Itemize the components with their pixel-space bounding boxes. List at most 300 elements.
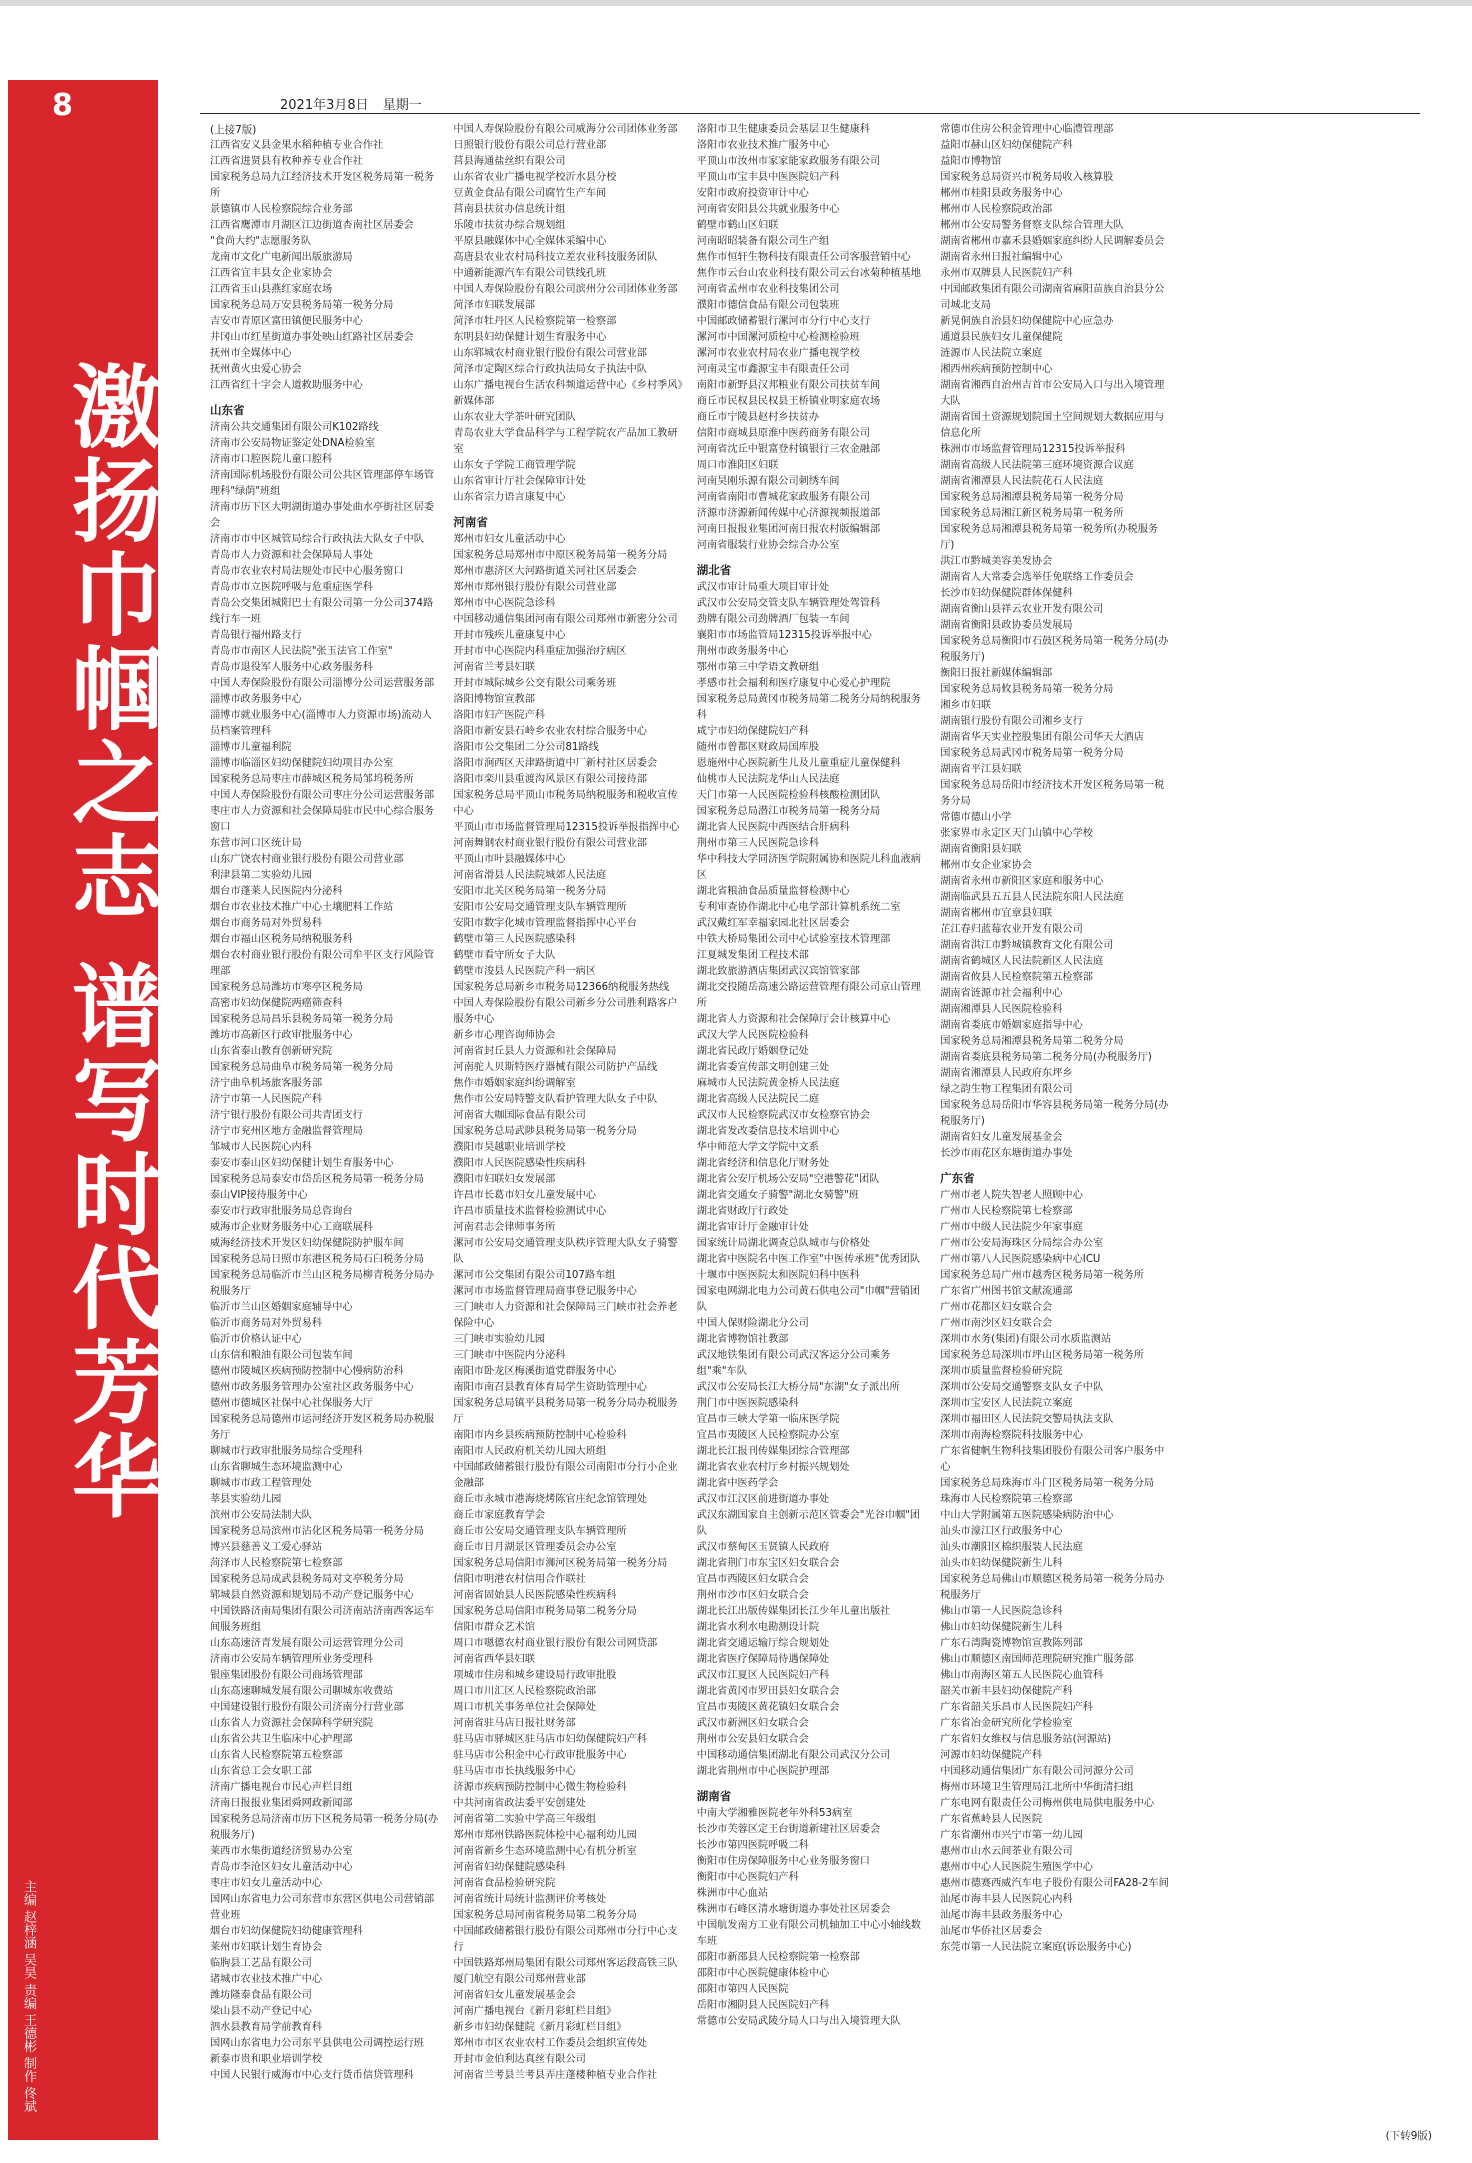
list-item: 中国邮政储蓄银行股份有限公司南阳市分行小企业金融部 — [453, 1462, 678, 1489]
list-item: 青岛市市南区人民法院"张玉法官工作室" — [210, 646, 393, 657]
list-item: 河南省大咖国际食品有限公司 — [453, 1110, 586, 1121]
list-item: 漯河市公安局交通管理支队秩序管理大队女子骑警队 — [453, 1238, 678, 1265]
list-item: 湖南省娄底县税务局第二税务分局(办税服务厅) — [940, 1052, 1152, 1063]
list-item: 山东省聊城生态环境监测中心 — [210, 1462, 343, 1473]
list-item: 威海经济技术开发区妇幼保健院防护服车间 — [210, 1238, 404, 1249]
list-item: 井冈山市红星街道办事处映山红路社区居委会 — [210, 332, 414, 343]
list-item: 国家税务总局武冈市税务局第一税务分局 — [940, 748, 1124, 759]
list-item: 泰安市行政审批服务局总咨询台 — [210, 1206, 353, 1217]
list-item: 湖北省农业农村厅乡村振兴规划处 — [696, 1462, 850, 1473]
list-item: 高密市妇幼保健院两癌筛查科 — [210, 998, 343, 1009]
list-item: 驻马店市驿城区驻马店市妇幼保健院妇产科 — [453, 1734, 647, 1745]
list-item: 莱西市水集街道经济贸易办公室 — [210, 1846, 353, 1857]
list-item: 河南广播电视台《新月彩虹栏目组》 — [453, 2006, 617, 2017]
column-1 — [210, 122, 441, 2132]
list-item: 山东广播电视台生活农科频道运营中心《乡村季风》新媒体部 — [453, 380, 683, 407]
list-item: 济南公共交通集团有限公司K102路线 — [210, 422, 379, 433]
list-item: 郑州市妇女儿童活动中心 — [453, 534, 566, 545]
list-item: 湖南省洪江市黔城镇教育文化有限公司 — [940, 940, 1114, 951]
list-item: 国家税务总局枣庄市薛城区税务局邹坞税务所 — [210, 774, 414, 785]
list-item: 德州市陵城区疾病预防控制中心慢病防治科 — [210, 1366, 404, 1377]
list-item: 佛山市顺德区南国师范理院研究推广服务部 — [940, 1654, 1134, 1665]
list-item: 湖南省攸县人民检察院第五检察部 — [940, 972, 1093, 983]
list-item: 汕尾市海丰县政务服务中心 — [940, 1910, 1063, 1921]
province-heading: 湖南省 — [696, 1789, 732, 1803]
list-item: 抚州黄火虫爱心协会 — [210, 364, 302, 375]
list-item: 平顶山市汝州市家家能家政服务有限公司 — [696, 156, 881, 167]
list-item: 菏泽市人民检察院第七检察部 — [210, 1558, 343, 1569]
list-item: 东营市河口区统计局 — [210, 838, 302, 849]
list-item: 中国邮政储蓄银行股份有限公司郑州市分行中心支行 — [453, 1926, 678, 1953]
list-item: 深圳市宝安区人民法院立案庭 — [940, 1398, 1073, 1409]
list-item: 周口市淮阳区妇联 — [696, 460, 779, 471]
list-item: 永州市双牌县人民医院妇产科 — [940, 268, 1073, 279]
list-item: 莘县实验幼儿园 — [210, 1494, 282, 1505]
list-item: 河南舞钢农村商业银行股份有限公司营业部 — [453, 838, 647, 849]
list-item: 济南市市中区城管局综合行政执法大队女子中队 — [210, 534, 424, 545]
list-item: 高唐县农业农村局科技立差农业科技服务团队 — [453, 252, 658, 263]
list-item: 济宁银行股份有限公司共青团支行 — [210, 1110, 363, 1121]
list-item: 济南市公安局车辆管理所业务受理科 — [210, 1654, 373, 1665]
list-item: 洛阳市卫生健康委员会基层卫生健康科 — [696, 124, 870, 135]
list-item: 泗水县教育局学前教育科 — [210, 2022, 323, 2033]
list-item: 常德市住房公积金管理中心临澧管理部 — [940, 124, 1114, 135]
province-heading: 湖北省 — [696, 563, 732, 577]
list-item: 湖北省中医药学会 — [696, 1478, 779, 1489]
list-item: 华中师范大学文学院中文系 — [696, 1142, 820, 1153]
list-item: 南阳市卧龙区梅溪街道党群服务中心 — [453, 1366, 617, 1377]
list-item: 中国移动通信集团河南有限公司郑州市新密分公司 — [453, 614, 678, 625]
list-item: 国家税务总局佛山市顺德区税务局第一税务分局办税服务厅 — [940, 1574, 1165, 1601]
list-item: 东明县妇幼保健计划生育服务中心 — [453, 332, 607, 343]
list-item: 南阳市内乡县疾病预防控制中心检验科 — [453, 1430, 627, 1441]
list-item: 河南日报报业集团河南日报农村版编辑部 — [696, 524, 881, 535]
column-4 — [940, 122, 1171, 2132]
list-item: 国家税务总局湘潭县税务局第一税务分局 — [940, 492, 1124, 503]
list-item: 银座集团股份有限公司商场管理部 — [210, 1670, 363, 1681]
list-item: 河南君志会律师事务所 — [453, 1222, 556, 1233]
list-item: 中国建设银行股份有限公司济南分行营业部 — [210, 1702, 404, 1713]
list-item: 焦作市云台山农业科技有限公司云台冰菊种植基地 — [696, 268, 921, 279]
list-item: 中国人民银行威海市中心支行货币信贷管理科 — [210, 2070, 414, 2081]
list-item: 衡阳市住房保障服务中心业务服务窗口 — [696, 1856, 870, 1867]
list-item: 濮阳市妇联妇女发展部 — [453, 1174, 556, 1185]
list-item: 专利审查协作湖北中心电学部计算机系统二室 — [696, 902, 901, 913]
list-item: 湖南省高级人民法院第三庭环境资源合议庭 — [940, 460, 1134, 471]
list-item: 郑州市郑州铁路医院体检中心福利幼儿园 — [453, 1830, 637, 1841]
list-item: 平顶山市市场监督管理局12315投诉举报指挥中心 — [453, 822, 680, 833]
list-item: 诸城市农业技术推广中心 — [210, 1974, 323, 1985]
list-item: 项城市住房和城乡建设局行政审批股 — [453, 1670, 617, 1681]
list-item: 惠州市中心人民医院生殖医学中心 — [940, 1862, 1093, 1873]
list-item: 济南市口腔医院儿童口腔科 — [210, 454, 333, 465]
list-item: 菏泽市妇联发展部 — [453, 300, 535, 311]
list-item: 广东省冶金研究所化学检验室 — [940, 1718, 1073, 1729]
province-heading: 山东省 — [210, 403, 245, 417]
list-item: 广州市老人院失智老人照顾中心 — [940, 1190, 1083, 1201]
list-item: 湖南省郴州市宜章县妇联 — [940, 908, 1053, 919]
list-item: 汕尾市海丰县人民医院心内科 — [940, 1894, 1073, 1905]
list-item: 武汉地铁集团有限公司武汉客运分公司乘务组"乘"车队 — [696, 1350, 891, 1377]
list-item: 汕头市濠江区行政服务中心 — [940, 1526, 1063, 1537]
list-item: 鹤壁市浚县人民医院产科一病区 — [453, 966, 597, 977]
list-item: 湖北省黄冈市罗田县妇女联合会 — [696, 1686, 840, 1697]
list-item: 山东省泰山教育创新研究院 — [210, 1046, 333, 1057]
list-item: 国网山东省电力公司东营市东营区供电公司营销部营业班 — [210, 1894, 435, 1921]
list-item: 中铁大桥局集团公司中心试验室技术管理部 — [696, 934, 891, 945]
list-item: 广州市南沙区妇女联合会 — [940, 1318, 1053, 1329]
list-item: 开封市残疾儿童康复中心 — [453, 630, 566, 641]
list-item: 湖南省人大常委会选举任免联络工作委员会 — [940, 572, 1134, 583]
list-item: 通道县民族妇女儿童保健院 — [940, 332, 1063, 343]
list-item: 济南日报报业集团舜网政新闻部 — [210, 1798, 353, 1809]
list-item: 青岛市李沧区妇女儿童活动中心 — [210, 1862, 353, 1873]
list-item: 绿之韵生物工程集团有限公司 — [940, 1084, 1073, 1095]
header-rule — [200, 113, 1420, 114]
list-item: 广东省健帆生物科技集团股份有限公司客户服务中心 — [940, 1446, 1165, 1473]
list-item: 广东省韶关乐昌市人民医院妇产科 — [940, 1702, 1093, 1713]
list-item: 衡阳日报社新媒体编辑部 — [940, 668, 1053, 679]
list-item: 山东农业大学茶叶研究团队 — [453, 412, 576, 423]
list-item: 淄博市临淄区妇幼保健院妇幼项目办公室 — [210, 758, 394, 769]
list-item: 长沙市妇幼保健院群体保健科 — [940, 588, 1073, 599]
list-item: 芷江春归蓝莓农业开发有限公司 — [940, 924, 1083, 935]
list-item: 广州市中级人民法院少年家事庭 — [940, 1222, 1083, 1233]
list-item: 武汉市人民检察院武汉市女检察官协会 — [696, 1110, 870, 1121]
list-item: 广东电网有限责任公司梅州供电局供电服务中心 — [940, 1798, 1155, 1809]
list-item: 韶关市新丰县妇幼保健院产科 — [940, 1686, 1073, 1697]
list-item: 中国人寿保险股份有限公司滨州分公司团体业务部 — [453, 284, 678, 295]
list-columns — [210, 122, 1415, 2132]
list-item: "食尚大约"志愿服务队 — [210, 236, 312, 247]
list-item: 湖北省荆门市东宝区妇女联合会 — [696, 1558, 840, 1569]
list-item: 湖北省粮油食品质量监督检测中心 — [696, 886, 850, 897]
list-item: 湖南省湘西自治州吉首市公安局入口与出入境管理大队 — [940, 380, 1165, 407]
list-item: 湖北省高级人民法院民二庭 — [696, 1094, 820, 1105]
list-item: 华中科技大学同济医学院附属协和医院儿科血液病区 — [696, 854, 921, 881]
list-item: 焦作市婚姻家庭纠纷调解室 — [453, 1078, 576, 1089]
list-item: 开封市中心医院内科重症加强治疗病区 — [453, 646, 627, 657]
list-item: 宜昌市三峡大学第一临床医学院 — [696, 1414, 840, 1425]
list-item: 国家税务总局湘潭县税务局第二税务分局 — [940, 1036, 1124, 1047]
list-item: 山东女子学院工商管理学院 — [453, 460, 576, 471]
list-item: 国家税务总局成武县税务局对文亭税务分局 — [210, 1574, 404, 1585]
list-item: 湖南省衡阳县妇联 — [940, 844, 1022, 855]
list-item: 荆州市政务服务中心 — [696, 646, 789, 657]
list-item: 汕尾市华侨社区居委会 — [940, 1926, 1043, 1937]
list-item: 博兴县慈善义工爱心驿站 — [210, 1542, 323, 1553]
list-item: 洛阳市妇产医院产科 — [453, 710, 546, 721]
list-item: 济源市济源新闻传媒中心济源视频报道部 — [696, 508, 881, 519]
list-item: 郑州市惠济区大河路街道关河社区居委会 — [453, 566, 637, 577]
list-item: 国家税务总局信阳市税务局第二税务分局 — [453, 1606, 637, 1617]
list-item: 聊城市行政审批服务局综合受理科 — [210, 1446, 363, 1457]
province-heading: 河南省 — [453, 515, 488, 529]
list-item: 武汉市新洲区妇女联合会 — [696, 1718, 809, 1729]
list-item: 中国人寿保险股份有限公司威海分公司团体业务部 — [453, 124, 678, 135]
list-item: 国家税务总局攸县税务局第一税务分局 — [940, 684, 1114, 695]
list-item: 洛阳博物馆宣教部 — [453, 694, 535, 705]
list-item: 济南广播电视台市民心声栏目组 — [210, 1782, 353, 1793]
list-item: 国家税务总局镇平县税务局第一税务分局办税服务厅 — [453, 1398, 678, 1425]
list-item: 邵阳市第四人民医院 — [696, 1984, 789, 1995]
list-item: 平顶山市宝丰县中医医院妇产科 — [696, 172, 840, 183]
list-item: 河南省安阳县公共就业服务中心 — [696, 204, 840, 215]
list-item: 菏泽市牡丹区人民检察院第一检察部 — [453, 316, 617, 327]
list-item: 漯河市中国漯河质检中心检测检验班 — [696, 332, 860, 343]
list-item: 湖北省发改委信息技术培训中心 — [696, 1126, 840, 1137]
list-item: 郑州市郑州银行股份有限公司营业部 — [453, 582, 617, 593]
page-number: 8 — [52, 88, 73, 123]
list-item: 河南省兰考县妇联 — [453, 662, 535, 673]
list-item: 恩施州中心医院新生儿及儿童重症儿童保健科 — [696, 758, 901, 769]
list-item: 湖南银行股份有限公司湘乡支行 — [940, 716, 1083, 727]
list-item: 利津县第二实验幼儿园 — [210, 870, 312, 881]
list-item: 国家税务总局珠海市斗门区税务局第一税务分局 — [940, 1478, 1155, 1489]
list-item: 国家税务总局九江经济技术开发区税务局第一税务所 — [210, 172, 435, 199]
list-item: 烟台农村商业银行股份有限公司牟平区支行风险管理部 — [210, 950, 435, 977]
list-item: 南阳市人民政府机关幼儿园大班组 — [453, 1446, 607, 1457]
list-item: 国家税务总局河南省税务局第二税务分局 — [453, 1910, 637, 1921]
list-item: 德州市政务服务管理办公室社区政务服务中心 — [210, 1382, 414, 1393]
list-item: 济宁市第一人民医院产科 — [210, 1094, 323, 1105]
list-item: 周口市川汇区人民检察院政治部 — [453, 1686, 597, 1697]
list-item: 国家税务总局资兴市税务局收入核算股 — [940, 172, 1114, 183]
list-item: 乐陵市扶贫办综合规划组 — [453, 220, 566, 231]
continued-note: (上接7版) — [210, 124, 257, 136]
list-item: 宜昌市西陵区妇女联合会 — [696, 1574, 809, 1585]
list-item: 深圳市福田区人民法院交警局执法支队 — [940, 1414, 1114, 1425]
continued-note: (下转9版) — [1385, 2130, 1432, 2142]
list-item: 佛山市第一人民医院急诊科 — [940, 1606, 1063, 1617]
list-item: 湖南省妇女儿童发展基金会 — [940, 1132, 1063, 1143]
list-item: 国家税务总局万安县税务局第一税务分局 — [210, 300, 394, 311]
list-item: 湖北省人民医院中西医结合肝病科 — [696, 822, 850, 833]
list-item: 国家税务总局平顶山市税务局纳税服务和税收宣传中心 — [453, 790, 678, 817]
list-item: 国家税务总局黄冈市税务局第二税务分局纳税服务科 — [696, 694, 921, 721]
list-item: 郑州市市区农业农村工作委员会组织宣传处 — [453, 2038, 647, 2049]
list-item: 河南省第二实验中学高三年级组 — [453, 1814, 597, 1825]
list-item: 商丘市家庭教育学会 — [453, 1510, 546, 1521]
list-item: 洛阳市公交集团二分公司81路线 — [453, 742, 599, 753]
list-item: 焦作市公安局特警支队看护管理大队女子中队 — [453, 1094, 658, 1105]
list-item: 抚州市全媒体中心 — [210, 348, 292, 359]
list-item: 江夏城发集团工程技术部 — [696, 950, 809, 961]
list-item: 平顶山市叶县融媒体中心 — [453, 854, 566, 865]
list-item: 江西省玉山县燕红家庭农场 — [210, 284, 333, 295]
list-item: 梁山县不动产登记中心 — [210, 2006, 312, 2017]
list-item: 仙桃市人民法院龙华山人民法庭 — [696, 774, 840, 785]
list-item: 烟台市蓬莱人民医院内分泌科 — [210, 886, 343, 897]
list-item: 洪江市黔城美容美发协会 — [940, 556, 1053, 567]
list-item: 湖南省鹤城区人民法院新区人民法庭 — [940, 956, 1104, 967]
list-item: 湖北交投随岳高速公路运营管理有限公司京山管理所 — [696, 982, 921, 1009]
list-item: 三门峡市实验幼儿园 — [453, 1334, 546, 1345]
list-item: 中国航发南方工业有限公司机轴加工中心小轴线数车班 — [696, 1920, 921, 1947]
list-item: 河南省新乡生态环境监测中心有机分析室 — [453, 1846, 637, 1857]
list-item: 广州市人民检察院第七检察部 — [940, 1206, 1073, 1217]
column-3 — [697, 122, 928, 2132]
list-item: 临沂市兰山区婚姻家庭辅导中心 — [210, 1302, 353, 1313]
list-item: 张家界市永定区天门山镇中心学校 — [940, 828, 1093, 839]
list-item: 湖北省交通运输厅综合规划处 — [696, 1638, 830, 1649]
list-item: 山东高速聊城发展有限公司聊城东收费站 — [210, 1686, 394, 1697]
list-item: 深圳市水务(集团)有限公司水质监测站 — [940, 1334, 1112, 1345]
list-item: 河南省妇幼保健院感染科 — [453, 1862, 566, 1873]
list-item: 周口市机关事务单位社会保障处 — [453, 1702, 597, 1713]
list-item: 国家税务总局岳阳市华容县税务局第一税务分局(办税服务厅) — [940, 1100, 1169, 1127]
list-item: 河南省封丘县人力资源和社会保障局 — [453, 1046, 617, 1057]
list-item: 珠海市人民检察院第三检察部 — [940, 1494, 1073, 1505]
list-item: 国家税务总局临沂市兰山区税务局柳青税务分局办税服务厅 — [210, 1270, 435, 1297]
list-item: 国家税务总局湘江新区税务局第一税务所 — [940, 508, 1124, 519]
list-item: 广州市花都区妇女联合会 — [940, 1302, 1053, 1313]
list-item: 中国邮政集团有限公司湖南省麻阳苗族自治县分公司城北支局 — [940, 284, 1165, 311]
list-item: 商丘市宁陵县赵村乡扶贫办 — [696, 412, 820, 423]
list-item: 荆门市中医医院感染科 — [696, 1398, 799, 1409]
list-item: 湖北省人力资源和社会保障厅会计核算中心 — [696, 1014, 891, 1025]
list-item: 益阳市博物馆 — [940, 156, 1002, 167]
list-item: 广东省妇女维权与信息服务站(河源站) — [940, 1734, 1112, 1745]
list-item: 开封市城际城乡公交有限公司乘务班 — [453, 678, 617, 689]
list-item: 济源市疾病预防控制中心微生物检验科 — [453, 1782, 627, 1793]
list-item: 湖南省衡阳县政协委员发展局 — [940, 620, 1073, 631]
list-item: 武汉市蔡甸区玉贤镇人民政府 — [696, 1542, 830, 1553]
list-item: 中国人寿保险股份有限公司枣庄分公司运营服务部 — [210, 790, 435, 801]
list-item: 淄博市儿童福利院 — [210, 742, 292, 753]
list-item: 临朐县工艺品有限公司 — [210, 1958, 312, 1969]
list-item: 豆黄金食品有限公司腐竹生产车间 — [453, 188, 607, 199]
list-item: 郴州市公安局警务督察支队综合管理大队 — [940, 220, 1124, 231]
list-item: 湖北省医疗保障局待遇保障处 — [696, 1654, 830, 1665]
list-item: 商丘市民权县民权县王桥镇业明家庭农场 — [696, 396, 881, 407]
slogan-title: 激扬巾帼之志 谱写时代芳华 — [56, 360, 161, 1524]
list-item: 湘西州疾病预防控制中心 — [940, 364, 1053, 375]
list-item: 中国人保财险湖北分公司 — [696, 1318, 809, 1329]
list-item: 梅州市环境卫生管理局江北所中华街清扫组 — [940, 1782, 1134, 1793]
list-item: 邹城市人民医院心内科 — [210, 1142, 312, 1153]
list-item: 鹤壁市鹤山区妇联 — [696, 220, 779, 231]
list-item: 山东省人民检察院第五检察部 — [210, 1750, 343, 1761]
list-item: 国家税务总局湘潭县税务局第一税务所(办税服务厅) — [940, 524, 1159, 551]
list-item: 新晃侗族自治县妇幼保健院中心应急办 — [940, 316, 1114, 327]
list-item: 泰安市泰山区妇幼保健计划生育服务中心 — [210, 1158, 394, 1169]
list-item: 信阳市群众艺术馆 — [453, 1622, 535, 1633]
list-item: 荆州市公安县妇女联合会 — [696, 1734, 809, 1745]
list-item: 武汉市公安局交管支队车辆管理处驾管科 — [696, 598, 881, 609]
list-item: 河南灵宝市鑫源宝丰有限责任公司 — [696, 364, 850, 375]
list-item: 岳阳市湘阴县人民医院妇产科 — [696, 2000, 830, 2011]
list-item: 郓城县自然资源和规划局不动产登记服务中心 — [210, 1590, 414, 1601]
list-item: 鹤壁市看守所女子大队 — [453, 950, 556, 961]
list-item: 中国移动通信集团湖北有限公司武汉分公司 — [696, 1750, 891, 1761]
list-item: 国家税务总局新乡市税务局12366纳税服务热线 — [453, 982, 670, 993]
list-item: 南阳市南召县教育体育局学生资助管理中心 — [453, 1382, 647, 1393]
list-item: 襄阳市市场监管局12315投诉举报中心 — [696, 630, 872, 641]
list-item: 中共河南省政法委平安创建处 — [453, 1798, 586, 1809]
list-item: 河南省统计局统计监测评价考核处 — [453, 1894, 607, 1905]
list-item: 湖北省委宣传部文明创建三处 — [696, 1062, 830, 1073]
list-item: 广东省蕉岭县人民医院 — [940, 1814, 1043, 1825]
list-item: 济南市公安局物证鉴定处DNA检验室 — [210, 438, 376, 449]
list-item: 中南大学湘雅医院老年外科53病室 — [696, 1808, 853, 1819]
list-item: 山东省人力资源社会保障科学研究院 — [210, 1718, 373, 1729]
list-item: 长沙市第四医院呼吸二科 — [696, 1840, 809, 1851]
list-item: 焦作市恒轩生物科技有限责任公司客服营销中心 — [696, 252, 911, 263]
list-item: 安阳市数字化城市管理监督指挥中心平台 — [453, 918, 637, 929]
list-item: 许昌市质量技术监督检验测试中心 — [453, 1206, 607, 1217]
list-item: 江西省红十字会人道救助服务中心 — [210, 380, 363, 391]
list-item: 深圳市南海检察院科技服务中心 — [940, 1430, 1083, 1441]
list-item: 济南国际机场股份有限公司公共区管理部停车场管理科"绿荫"班组 — [210, 470, 435, 497]
list-item: 烟台市农业技术推广中心土壤肥料工作站 — [210, 902, 394, 913]
list-item: 新乡市妇幼保健院《新月彩虹栏目组》 — [453, 2022, 627, 2033]
list-item: 十堰市中医医院太和医院妇科中医科 — [696, 1270, 860, 1281]
list-item: 中国邮政储蓄银行漯河市分行中心支行 — [696, 316, 870, 327]
list-item: 青岛市退役军人服务中心政务服务科 — [210, 662, 373, 673]
list-item: 劲牌有限公司劲牌酒厂包装一车间 — [696, 614, 850, 625]
list-item: 鄂州市第三中学语文教研组 — [696, 662, 820, 673]
list-item: 山东广饶农村商业银行股份有限公司营业部 — [210, 854, 404, 865]
list-item: 山东省总工会女职工部 — [210, 1766, 312, 1777]
list-item: 青岛市市立医院呼吸与危重症医学科 — [210, 582, 373, 593]
list-item: 郴州市女企业家协会 — [940, 860, 1032, 871]
list-item: 河南昭昭装备有限公司生产组 — [696, 236, 830, 247]
list-item: 泰山VIP接待服务中心 — [210, 1190, 308, 1201]
list-item: 湖南湘潭县人民医院检验科 — [940, 1004, 1063, 1015]
list-item: 湖北省博物馆社教部 — [696, 1334, 789, 1345]
list-item: 国家税务总局曲阜市税务局第一税务分局 — [210, 1062, 394, 1073]
list-item: 湖南临武县五五县人民法院东阳人民法庭 — [940, 892, 1124, 903]
list-item: 武汉市审计局重大项目审计处 — [696, 582, 830, 593]
list-item: 河南省西华县妇联 — [453, 1654, 535, 1665]
list-item: 商丘市公安局交通管理支队车辆管理所 — [453, 1526, 627, 1537]
list-item: 武汉市江汉区前进街道办事处 — [696, 1494, 830, 1505]
list-item: 国家税务总局济南市历下区税务局第一税务分局(办税服务厅) — [210, 1814, 439, 1841]
list-item: 郑州市中心医院急诊科 — [453, 598, 556, 609]
list-item: 开封市金伯利达真丝有限公司 — [453, 2054, 586, 2065]
list-item: 潍坊市高新区行政审批服务中心 — [210, 1030, 353, 1041]
list-item: 烟台市福山区税务局纳税服务科 — [210, 934, 353, 945]
list-item: 中国铁路济南局集团有限公司济南站济南西客运车间服务班组 — [210, 1606, 435, 1633]
list-item: 枣庄市妇女儿童活动中心 — [210, 1878, 323, 1889]
list-item: 汕头市妇幼保健院新生儿科 — [940, 1558, 1063, 1569]
list-item: 麻城市人民法院黄金桥人民法庭 — [696, 1078, 840, 1089]
list-item: 鹤壁市第三人民医院感染科 — [453, 934, 576, 945]
page-header — [280, 94, 432, 113]
list-item: 烟台市妇幼保健院妇幼健康管理科 — [210, 1926, 363, 1937]
list-item: 青岛银行福州路支行 — [210, 630, 302, 641]
list-item: 益阳市赫山区妇幼保健院产科 — [940, 140, 1073, 151]
list-item: 商丘市永城市港海烧烤陈官庄纪念馆管理处 — [453, 1494, 647, 1505]
list-item: 德州市德城区社保中心社保服务大厅 — [210, 1398, 373, 1409]
list-item: 株洲市石峰区清水塘街道办事处社区居委会 — [696, 1904, 891, 1915]
list-item: 河南省固始县人民医院感染性疾病科 — [453, 1590, 617, 1601]
list-item: 株洲市中心血站 — [696, 1888, 769, 1899]
list-item: 信阳市明港农村信用合作联社 — [453, 1574, 586, 1585]
list-item: 中国人寿保险股份有限公司新乡分公司胜利路客户服务中心 — [453, 998, 678, 1025]
list-item: 驻马店市市长执线服务中心 — [453, 1766, 576, 1777]
list-item: 三门峡市人力资源和社会保障局三门峡市社会养老保险中心 — [453, 1302, 678, 1329]
list-item: 国家税务总局衡阳市石鼓区税务局第一税务分局(办税服务厅) — [940, 636, 1169, 663]
list-item: 威海市企业财务服务中心工商联展科 — [210, 1222, 373, 1233]
list-item: 广东省潮州市兴宁市第一幼儿园 — [940, 1830, 1083, 1841]
list-item: 湖南省永州日报社编辑中心 — [940, 252, 1063, 263]
list-item: 湖南省华天实业控股集团有限公司华天大酒店 — [940, 732, 1144, 743]
list-item: 武汉大学人民医院检验科 — [696, 1030, 809, 1041]
list-item: 江西省安义县金果水稻种植专业合作社 — [210, 140, 384, 151]
list-item: 武汉戴红军幸福家园北社区居委会 — [696, 918, 850, 929]
